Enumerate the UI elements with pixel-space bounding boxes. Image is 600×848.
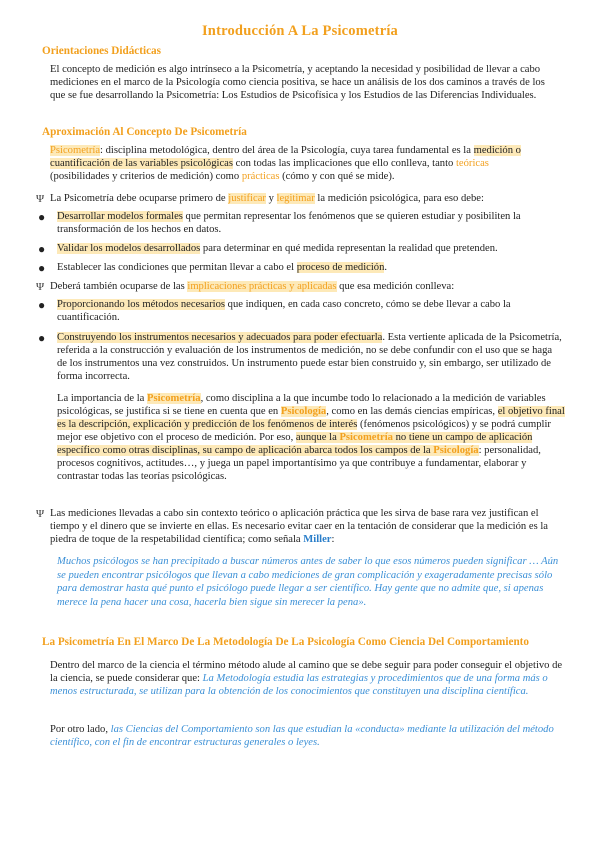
text: : personalidad, procesos cognitivos, actitudes…, y juega un papel importantísimo ya que contribuye a fundamentar, elaborar y contrastar todas las teorías psicológicas. <box>57 444 541 482</box>
text: . <box>384 262 388 273</box>
highlight: Validar los modelos desarrollados <box>57 243 201 254</box>
highlight: medición o cuantificación de las variables psicológicas <box>50 145 521 169</box>
text: : disciplina metodológica, dentro del área de la Psicología, cuya tarea fundamental es la <box>100 145 474 156</box>
quote-metodologia: La Metodología estudia las estrategias y procedimientos que de una forma más o menos estructurada, se utilizan para la obtención de los conocimientos que constituyen una disciplina científica. <box>50 672 548 697</box>
text: y <box>265 193 277 204</box>
author-miller: Miller <box>303 533 332 545</box>
text: que permitan representar los fenómenos que se quieren estudiar y posibiliten la transformación de los hechos en datos. <box>57 211 521 235</box>
text: (fenómenos psicológicos) y se podrá cumplir mejor ese objetivo con el proceso de medición. Por eso, <box>57 418 551 443</box>
text: . Esta vertiente aplicada de la Psicometría, referida a la construcción y evaluación de los instrumentos de medición, no se debe confundir con el uso que se haga de los instrumentos una vez construidos. Un instrumento puede estar bien construido y, sin embargo, ser utilizado de forma incorrecta. <box>57 332 562 382</box>
bullet-dot-icon: ● <box>38 261 46 275</box>
highlight: Proporcionando los métodos necesarios <box>57 299 225 310</box>
highlight: el objetivo final es la descripción, explicación y predicción de los fenómenos de interés <box>57 405 565 430</box>
term-psicologia: Psicología <box>280 405 327 417</box>
text: que esa medición conlleva: <box>336 281 455 292</box>
heading-aproximacion: Aproximación Al Concepto De Psicometría <box>42 126 247 138</box>
text: Las mediciones llevadas a cabo sin contexto teórico o aplicación práctica que les sirva de base rara vez justifican el tiempo y el dinero que se invierte en ellas. Es necesario evitar caer en la tentación de considerar que la medición es la piedra de toque de la respetabilidad científica; como señala <box>50 508 548 545</box>
text: para determinar en qué medida representan la realidad que pretenden. <box>200 243 498 254</box>
text: , como disciplina a la que incumbe todo lo relacionado a la medición de variables psicológicas, se justifica si se tiene en cuenta que en <box>57 393 546 417</box>
term-psicometria: Psicometría <box>339 431 393 443</box>
bullet-dot-icon: ● <box>38 210 46 224</box>
text: (posibilidades y criterios de medición) como <box>50 170 242 182</box>
text: con todas las implicaciones que ello conlleva, tanto <box>232 157 456 169</box>
term-teoricas: teóricas <box>455 157 489 169</box>
term-psicometria: Psicometría <box>50 145 101 156</box>
heading-marco: La Psicometría En El Marco De La Metodología De La Psicología Como Ciencia Del Comportamiento <box>42 636 529 648</box>
term-justificar: justificar <box>228 193 266 204</box>
para-justificar <box>50 193 570 206</box>
para-importancia <box>57 393 565 483</box>
para-orientaciones: El concepto de medición es algo intrínseco a la Psicometría, y aceptando la necesidad y posibilidad de llevar a cabo mediciones en el marco de la Psicología como ciencia positiva, se hace un análisis de los dos caminos a través de los que se fue desarrollando la Psicometría: Los Estudios de Psicofísica y los Estudios de las Diferencias Individuales. <box>50 64 545 101</box>
highlight: proceso de medición <box>296 262 385 273</box>
psi-bullet-icon: Ψ <box>36 193 45 205</box>
bullet-dot-icon: ● <box>38 242 46 256</box>
text: La importancia de la <box>57 393 148 404</box>
bullet-dot-icon: ● <box>38 331 46 345</box>
psi-bullet-icon: Ψ <box>36 508 45 520</box>
para-metodo <box>50 660 565 699</box>
para-mediciones <box>50 508 565 547</box>
text: : <box>331 533 335 545</box>
para-definicion <box>50 145 550 184</box>
text: Dentro del marco de la ciencia el término método alude al camino que se debe seguir para poder conseguir el objetivo de la ciencia, se puede considerar que: <box>50 660 563 684</box>
para-implicaciones <box>50 281 570 294</box>
text: Establecer las condiciones que permitan llevar a cabo el <box>57 262 297 273</box>
list-item-validar <box>57 243 577 256</box>
text: la medición psicológica, para eso debe: <box>314 193 484 204</box>
highlight: aunque la <box>295 431 340 443</box>
list-item-condiciones <box>57 262 577 275</box>
term-psicologia: Psicología <box>433 444 479 456</box>
term-practicas: prácticas <box>241 170 280 182</box>
text: , como en las demás ciencias empíricas, <box>326 405 498 417</box>
text: Deberá también ocuparse de las <box>50 281 188 292</box>
list-item-instrumentos <box>57 332 562 384</box>
list-item-metodos <box>57 299 567 325</box>
page-title: Introducción A La Psicometría <box>201 23 399 39</box>
para-ciencias <box>50 724 565 750</box>
quote-ciencias: las Ciencias del Comportamiento son las que estudian la «conducta» mediante la utilización del método científico, con el fin de encontrar estructuras generales o leyes. <box>50 724 554 748</box>
heading-orientaciones: Orientaciones Didácticas <box>42 45 162 57</box>
bullet-dot-icon: ● <box>38 298 46 312</box>
highlight: Desarrollar modelos formales <box>57 211 183 222</box>
highlight: Construyendo los instrumentos necesarios y adecuados para poder efectuarla <box>57 332 383 343</box>
text: La Psicometría debe ocuparse primero de <box>50 193 229 204</box>
text: que indiquen, en cada caso concreto, cómo se debe llevar a cabo la cuantificación. <box>57 299 511 323</box>
text: (cómo y con qué se mide). <box>279 170 395 182</box>
highlight: no tiene un campo de aplicación específico como otras disciplinas, su campo de aplicación abarca todos los campos de la <box>57 431 533 456</box>
list-item-modelos <box>57 211 562 237</box>
text: Por otro lado, <box>50 724 111 735</box>
quote-miller: Muchos psicólogos se han precipitado a buscar números antes de saber lo que esos números pueden significar … Aún se pueden encontrar psicólogos que llevan a cabo mediciones de gran complicación y exageradamente precisas sólo para demostrar hasta qué punto el psicólogo puede llegar a ser científico. Hay gente que no admite que, si apenas merece la pena hacer una cosa, hacerla bien sigue sin merecer la pena». <box>57 556 559 608</box>
term-psicometria: Psicometría <box>147 393 201 404</box>
term-legitimar: legitimar <box>276 193 315 204</box>
psi-bullet-icon: Ψ <box>36 281 45 293</box>
term-implicaciones: implicaciones prácticas y aplicadas <box>187 281 337 292</box>
